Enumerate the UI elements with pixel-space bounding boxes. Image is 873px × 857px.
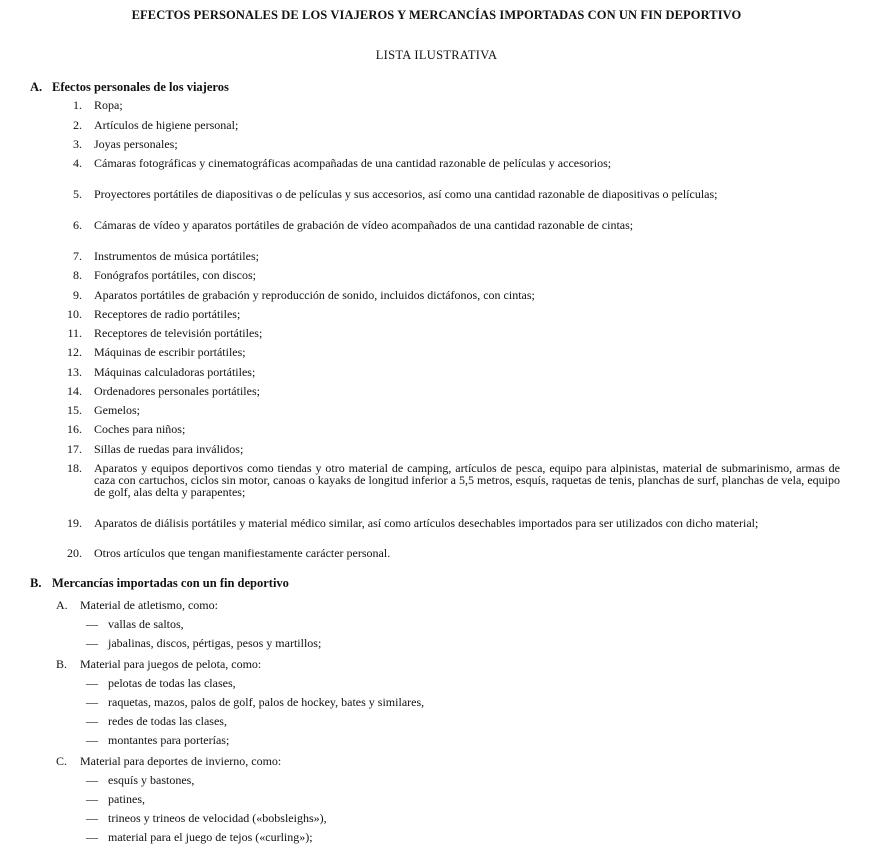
item-number: 11. bbox=[67, 326, 82, 340]
item-text: Máquinas calculadoras portátiles; bbox=[94, 365, 256, 379]
section-a-title: Efectos personales de los viajeros bbox=[52, 80, 229, 94]
item-number: 18. bbox=[67, 461, 82, 475]
item-number: 3. bbox=[73, 137, 82, 151]
item-text: Joyas personales; bbox=[94, 137, 178, 151]
item-text: montantes para porterías; bbox=[108, 733, 230, 747]
item-number: 5. bbox=[73, 187, 82, 201]
dash-list-item bbox=[86, 811, 327, 826]
item-number: 16. bbox=[67, 422, 82, 436]
item-text: Ordenadores personales portátiles; bbox=[94, 384, 260, 398]
dash-bullet: — bbox=[86, 695, 98, 709]
item-number: 10. bbox=[67, 307, 82, 321]
item-number: 6. bbox=[73, 218, 82, 232]
item-text: Receptores de televisión portátiles; bbox=[94, 326, 263, 340]
section-b-letter: B. bbox=[30, 576, 42, 590]
group-title: Material para juegos de pelota, como: bbox=[80, 657, 262, 671]
group-letter: A. bbox=[56, 598, 68, 612]
dash-list-item bbox=[86, 617, 184, 632]
dash-bullet: — bbox=[86, 773, 98, 787]
item-number: 9. bbox=[73, 288, 82, 302]
dash-bullet: — bbox=[86, 811, 98, 825]
item-number: 2. bbox=[73, 118, 82, 132]
item-number: 7. bbox=[73, 249, 82, 263]
group-letter: B. bbox=[56, 657, 68, 671]
item-text: redes de todas las clases, bbox=[108, 714, 227, 728]
item-text: esquís y bastones, bbox=[108, 773, 195, 787]
document-subtitle: LISTA ILUSTRATIVA bbox=[375, 48, 498, 62]
item-number: 13. bbox=[67, 365, 82, 379]
dash-bullet: — bbox=[86, 714, 98, 728]
section-b-title: Mercancías importadas con un fin deportivo bbox=[52, 576, 289, 590]
item-text: pelotas de todas las clases, bbox=[108, 676, 236, 690]
dash-list-item bbox=[86, 773, 194, 788]
item-text: Aparatos y equipos deportivos como tiendas y otro material de camping, artículos de pesca, equipo para alpinistas, material de submarinismo, armas de caza con cartuchos, ciclos sin motor, canoas o kayaks de longitud inferior a 5,5 metros, esquís, raquetas de tenis, planchas de surf, planchas de vela, equipo de golf, alas delta y parapentes; bbox=[94, 461, 840, 499]
dash-list-item bbox=[86, 830, 313, 845]
dash-list-item bbox=[86, 636, 321, 651]
group-title: Material de atletismo, como: bbox=[80, 598, 218, 612]
item-number: 1. bbox=[73, 98, 82, 112]
item-text: Fonógrafos portátiles, con discos; bbox=[94, 268, 256, 282]
group-heading bbox=[56, 657, 261, 672]
group-heading bbox=[56, 754, 281, 769]
item-text: Sillas de ruedas para inválidos; bbox=[94, 442, 244, 456]
item-text: Coches para niños; bbox=[94, 422, 186, 436]
dash-bullet: — bbox=[86, 830, 98, 844]
dash-bullet: — bbox=[86, 636, 98, 650]
dash-bullet: — bbox=[86, 676, 98, 690]
item-text: material para el juego de tejos («curling»); bbox=[108, 830, 313, 844]
item-text: Cámaras fotográficas y cinematográficas acompañadas de una cantidad razonable de películas y accesorios; bbox=[94, 156, 612, 170]
dash-bullet: — bbox=[86, 792, 98, 806]
dash-bullet: — bbox=[86, 733, 98, 747]
item-text: Otros artículos que tengan manifiestamente carácter personal. bbox=[94, 546, 391, 560]
section-b-heading bbox=[30, 576, 289, 591]
dash-list-item bbox=[86, 733, 229, 748]
item-text: vallas de saltos, bbox=[108, 617, 184, 631]
item-text: Receptores de radio portátiles; bbox=[94, 307, 241, 321]
item-text: Gemelos; bbox=[94, 403, 140, 417]
item-text: raquetas, mazos, palos de golf, palos de hockey, bates y similares, bbox=[108, 695, 425, 709]
group-heading bbox=[56, 598, 218, 613]
item-text: patines, bbox=[108, 792, 145, 806]
item-text: Proyectores portátiles de diapositivas o de películas y sus accesorios, así como una cantidad razonable de diapositivas o películas; bbox=[94, 187, 718, 201]
dash-list-item bbox=[86, 714, 227, 729]
item-number: 20. bbox=[67, 546, 82, 560]
item-text: Máquinas de escribir portátiles; bbox=[94, 345, 246, 359]
item-number: 17. bbox=[67, 442, 82, 456]
item-text: Aparatos de diálisis portátiles y material médico similar, así como artículos desechables importados para ser utilizados con dicho material; bbox=[94, 516, 759, 530]
document-title: EFECTOS PERSONALES DE LOS VIAJEROS Y MERCANCÍAS IMPORTADAS CON UN FIN DEPORTIVO bbox=[131, 8, 742, 22]
group-letter: C. bbox=[56, 754, 68, 768]
dash-bullet: — bbox=[86, 617, 98, 631]
section-a-letter: A. bbox=[30, 80, 43, 94]
item-number: 8. bbox=[73, 268, 82, 282]
item-number: 4. bbox=[73, 156, 82, 170]
item-text: Cámaras de vídeo y aparatos portátiles de grabación de vídeo acompañados de una cantidad razonable de cintas; bbox=[94, 218, 634, 232]
item-text: jabalinas, discos, pértigas, pesos y martillos; bbox=[108, 636, 322, 650]
dash-list-item bbox=[86, 695, 424, 710]
item-text: Ropa; bbox=[94, 98, 123, 112]
dash-list-item bbox=[86, 676, 236, 691]
item-number: 15. bbox=[67, 403, 82, 417]
section-a-heading bbox=[30, 80, 229, 95]
item-text: Artículos de higiene personal; bbox=[94, 118, 239, 132]
item-number: 14. bbox=[67, 384, 82, 398]
item-text: Aparatos portátiles de grabación y reproducción de sonido, incluidos dictáfonos, con cintas; bbox=[94, 288, 535, 302]
item-text: Instrumentos de música portátiles; bbox=[94, 249, 259, 263]
item-number: 19. bbox=[67, 516, 82, 530]
item-number: 12. bbox=[67, 345, 82, 359]
item-text: trineos y trineos de velocidad («bobsleighs»), bbox=[108, 811, 327, 825]
group-title: Material para deportes de invierno, como: bbox=[80, 754, 282, 768]
dash-list-item bbox=[86, 792, 145, 807]
